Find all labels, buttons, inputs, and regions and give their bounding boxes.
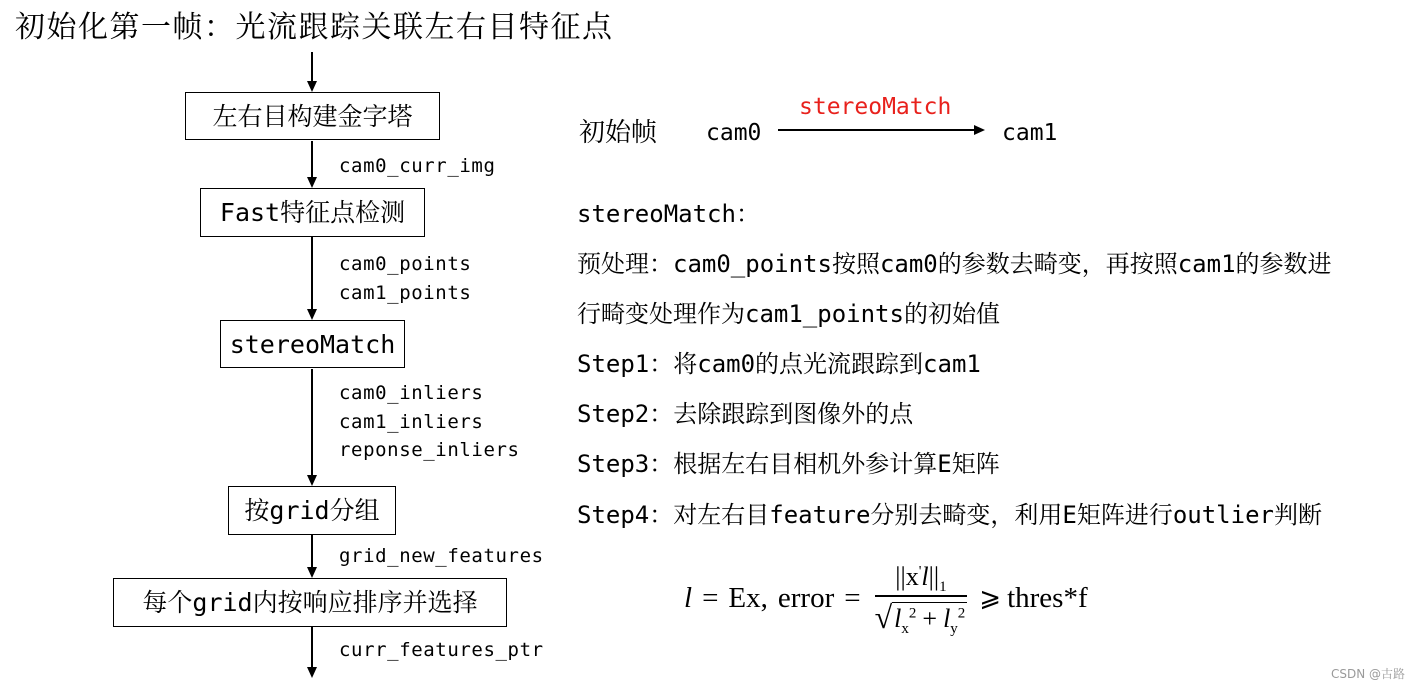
arrowhead-icon bbox=[307, 81, 317, 92]
formula-text: Ex, bbox=[728, 581, 768, 614]
edge-label: cam1_points bbox=[339, 282, 472, 304]
formula-text: error bbox=[777, 581, 835, 614]
flow-step-label: 每个grid内按响应排序并选择 bbox=[142, 588, 478, 617]
source-camera-label: cam0 bbox=[706, 120, 762, 146]
formula-subscript: x bbox=[901, 620, 909, 637]
formula-rhs: thres*f bbox=[1007, 581, 1088, 614]
down-arrow bbox=[306, 627, 318, 678]
formula-denominator bbox=[875, 599, 968, 635]
edge-label: grid_new_features bbox=[339, 545, 544, 567]
description-line: 行畸变处理作为cam1_points的初始值 bbox=[577, 300, 1000, 328]
description-line: 预处理：cam0_points按照cam0的参数去畸变，再按照cam1的参数进 bbox=[577, 250, 1332, 278]
formula-subscript: y bbox=[950, 620, 958, 637]
down-arrow bbox=[306, 369, 318, 486]
arrowhead-icon bbox=[307, 309, 317, 320]
arrow-shaft bbox=[311, 52, 313, 82]
formula-superscript: 2 bbox=[908, 605, 917, 622]
edge-label: cam1_inliers bbox=[339, 411, 484, 433]
arrow-shaft bbox=[311, 369, 313, 476]
norm-bars: || bbox=[895, 562, 906, 592]
formula-radicand bbox=[892, 602, 967, 635]
flow-step-label: Fast特征点检测 bbox=[219, 198, 406, 227]
arrow-shaft bbox=[311, 141, 313, 178]
radical-icon: √ bbox=[874, 598, 893, 635]
down-arrow bbox=[306, 535, 318, 578]
formula-variable: l bbox=[943, 603, 951, 633]
flow-step-label: 按grid分组 bbox=[244, 496, 380, 525]
arrowhead-icon bbox=[307, 177, 317, 188]
arrow-shaft bbox=[311, 237, 313, 310]
stereo-arrow-line bbox=[778, 129, 976, 131]
down-arrow bbox=[306, 52, 318, 92]
formula-operator: + bbox=[922, 603, 938, 633]
edge-label: curr_features_ptr bbox=[339, 639, 544, 661]
down-arrow bbox=[306, 237, 318, 320]
arrowhead-icon bbox=[307, 567, 317, 578]
formula-numerator bbox=[891, 561, 950, 596]
arrow-shaft bbox=[311, 627, 313, 668]
formula-subscript: 1 bbox=[939, 579, 947, 596]
arrowhead-icon bbox=[307, 667, 317, 678]
description-line: Step3：根据左右目相机外参计算E矩阵 bbox=[577, 450, 1000, 478]
flow-step-grid-sort-select bbox=[113, 578, 507, 627]
formula-operator: = bbox=[702, 581, 719, 614]
formula-operator: = bbox=[844, 581, 861, 614]
page-title: 初始化第一帧：光流跟踪关联左右目特征点 bbox=[15, 10, 614, 45]
edge-label: cam0_inliers bbox=[339, 382, 484, 404]
flow-step-label: 左右目构建金字塔 bbox=[212, 101, 413, 131]
flow-step-fast-detection bbox=[200, 188, 425, 237]
norm-bars: || bbox=[928, 562, 940, 592]
formula-variable: l bbox=[894, 603, 902, 633]
down-arrow bbox=[306, 141, 318, 188]
description-heading: stereoMatch： bbox=[577, 200, 760, 228]
edge-label: cam0_points bbox=[339, 253, 472, 275]
stereo-arrow-label: stereoMatch bbox=[799, 94, 952, 120]
formula-superscript: ' bbox=[918, 563, 922, 580]
formula-variable: l bbox=[684, 581, 693, 614]
formula-fraction bbox=[875, 561, 968, 635]
arrow-shaft bbox=[311, 535, 313, 568]
formula-relation: ⩾ bbox=[979, 583, 1002, 613]
edge-label: reponse_inliers bbox=[339, 439, 520, 461]
formula-superscript: 2 bbox=[957, 605, 966, 622]
flow-step-stereo-match bbox=[220, 320, 405, 368]
watermark: CSDN @古路 bbox=[1331, 667, 1406, 681]
init-frame-label: 初始帧 bbox=[579, 118, 658, 148]
flow-step-label: stereoMatch bbox=[229, 329, 396, 359]
flow-step-build-pyramid bbox=[185, 92, 440, 140]
description-line: Step1：将cam0的点光流跟踪到cam1 bbox=[577, 350, 981, 378]
edge-label: cam0_curr_img bbox=[339, 155, 496, 177]
fraction-bar bbox=[875, 595, 968, 597]
target-camera-label: cam1 bbox=[1002, 120, 1058, 146]
arrowhead-icon bbox=[307, 475, 317, 486]
description-line: Step4：对左右目feature分别去畸变，利用E矩阵进行outlier判断 bbox=[577, 501, 1322, 529]
formula bbox=[684, 556, 1088, 640]
arrowhead-icon bbox=[974, 125, 985, 135]
flow-step-grid-grouping bbox=[228, 486, 396, 535]
formula-variable: l bbox=[921, 562, 929, 592]
formula-variable: x bbox=[905, 562, 919, 592]
description-line: Step2：去除跟踪到图像外的点 bbox=[577, 400, 914, 428]
